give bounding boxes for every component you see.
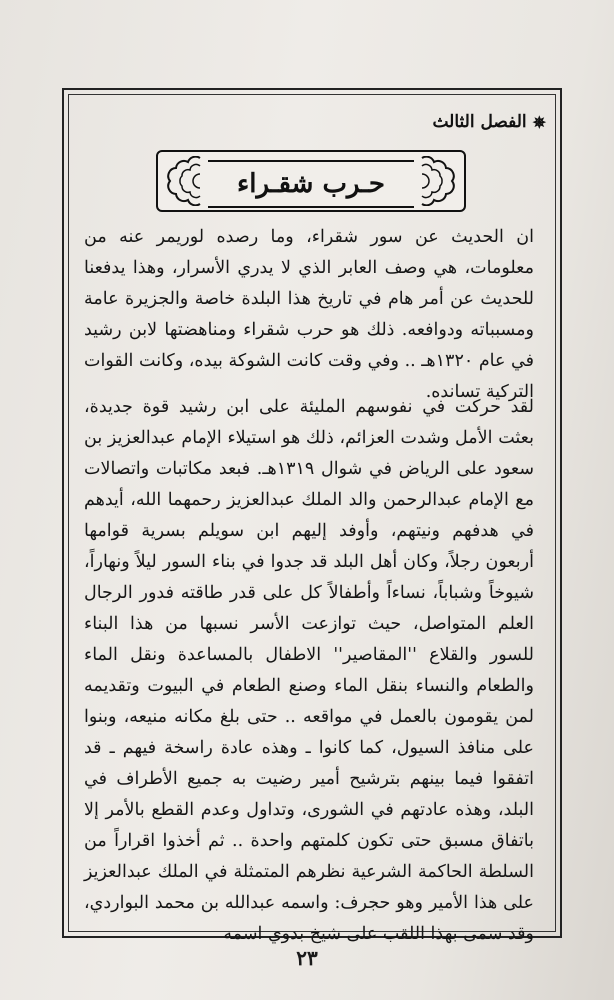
scallop-ornament-icon (162, 156, 202, 206)
page-number: ٢٣ (296, 946, 318, 970)
chapter-heading (432, 112, 546, 132)
body-paragraph: ان الحديث عن سور شقراء، وما رصده لوريمر عنه من معلومات، هي وصف العابر الذي لا يدري الأسرار، وهذا يدفعنا للحديث عن أمر هام في تاريخ هذا البلدة خاصة والجزيرة عامة ومسبباته ودوافعه. ذلك هو حرب شقراء ومناهضتها لابن رشيد في عام ١٣٢٠هـ .. وفي وقت كانت الشوكة بيده، وكانت القوات التركية تسانده. (84, 227, 534, 402)
section-title: حـرب شقـراء (208, 160, 414, 208)
section-title-box (156, 150, 466, 212)
scallop-ornament-icon (420, 156, 460, 206)
body-paragraph: لقد حركت في نفوسهم المليئة على ابن رشيد قوة جديدة، بعثت الأمل وشدت العزائم، ذلك هو استيلاء الإمام عبدالعزيز بن سعود على الرياض في شوال ١٣١٩هـ. فبعد مكاتبات واتصالات مع الإمام عبدالرحمن والد الملك عبدالعزيز رحمهما الله، أيدهم في هدفهم ونيتهم، وأوفد إليهم ابن سويلم بسرية قوامها أربعون رجلاً، وكان أهل البلد قد جدوا في بناء السور ليلاً ونهاراً، شيوخاً وشباباً، نساءاً وأطفالاً كل على قدر طاقته فدور الرجال العلم المتواصل، حيث توازعت الأسر نسبها من هذا البناء للسور والقلاع ''المقاصير'' الاطفال بالمساعدة ونقل الماء والطعام والنساء بنقل الماء وصنع الطعام في البيوت وتقديمه لمن يقومون بالعمل في مواقعه .. حتى بلغ مكانه منيعه، وبنوا على منافذ السيول، كما كانوا ـ وهذه عادة راسخة فيهم ـ قد اتفقوا فيما بينهم بترشيح أمير رضيت به جميع الأطراف في البلد، وهذه عادتهم في الشورى، وتداول وعدم القطع بالأمر إلا باتفاق مسبق حتى تكون كلمتهم واحدة .. ثم أخذوا اقراراً من السلطة الحاكمة الشرعية نظرهم المتمثلة في الملك عبدالعزيز على هذا الأمير وهو حجرف: واسمه عبدالله بن محمد البواردي، وقد سمى بهذا اللقب على شيخ بدوي اسمه (84, 397, 534, 944)
ornament-star-icon: ✵ (532, 112, 546, 132)
chapter-label-text: الفصل الثالث (432, 112, 527, 132)
